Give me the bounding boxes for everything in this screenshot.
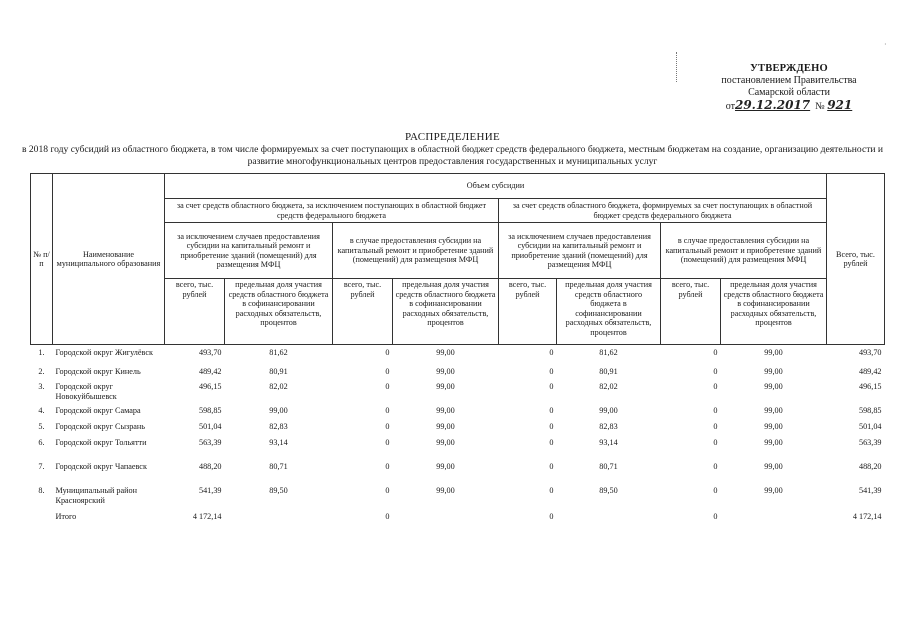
row-name: Городской округ Жигулёвск [55, 348, 153, 357]
header-share: предельная доля участия средств областного бюджета в софинансировании расходных обязательств, процентов [225, 279, 333, 345]
cell-a-repair-share: 99,00 [436, 421, 455, 431]
cell-b-repair-share: 99,00 [764, 366, 783, 376]
cell-a-repair-share: 99,00 [436, 405, 455, 415]
cell-a-share: 89,50 [269, 485, 288, 495]
document-heading: РАСПРЕДЕЛЕНИЕ [405, 131, 500, 143]
header-no: № п/п [31, 174, 53, 345]
row-name: Городской округ Кинель [55, 366, 141, 376]
cell-a-share: 82,02 [269, 381, 288, 391]
header-name: Наименование муниципального образования [53, 174, 165, 345]
cell-b-share: 82,83 [599, 421, 618, 431]
cell-b-repair-share: 99,00 [764, 421, 783, 431]
cell-a-repair-share: 99,00 [436, 381, 455, 391]
row-no: 3. [38, 381, 45, 391]
cell-a-repair-share: 99,00 [436, 348, 455, 357]
table-row [31, 367, 885, 382]
cell-total: 541,39 [858, 485, 882, 495]
cell-total: 501,04 [858, 421, 882, 431]
cell-b-repair-sum: 0 [713, 405, 718, 415]
cell-b-sum: 0 [549, 485, 554, 495]
cell-a-repair-sum: 0 [385, 348, 390, 357]
cell-a-repair-sum: 0 [385, 421, 390, 431]
cell-a-repair-sum: 0 [385, 366, 390, 376]
row-name: Муниципальный район Красноярский [55, 485, 137, 505]
cell-b-sum: 0 [549, 366, 554, 376]
approval-line2: Самарской области [748, 87, 830, 98]
cell-b-repair-share: 99,00 [764, 405, 783, 415]
header-a-except: за исключением случаев предоставления субсидии на капитальный ремонт и приобретение зданий (помещений) для размещения МФЦ [165, 223, 333, 279]
total-grand: 4 172,14 [852, 511, 882, 521]
subsidy-table [30, 173, 885, 528]
approval-line1: постановлением Правительства [721, 75, 857, 86]
cell-a-repair-sum: 0 [385, 437, 390, 447]
cell-b-repair-share: 99,00 [764, 381, 783, 391]
table-row [31, 345, 885, 367]
cell-b-sum: 0 [549, 381, 554, 391]
row-no: 1. [38, 348, 45, 357]
header-sum: всего, тыс. рублей [661, 279, 721, 345]
header-share: предельная доля участия средств областного бюджета в софинансировании расходных обязательств, процентов [393, 279, 499, 345]
cell-b-sum: 0 [549, 348, 554, 357]
approval-date: 29.12.2017 [734, 98, 811, 112]
row-name: Городской округ Тольятти [55, 437, 147, 447]
total-b-sum: 0 [549, 511, 554, 521]
cell-b-share: 99,00 [599, 405, 618, 415]
date-prefix: от [725, 101, 735, 112]
cell-b-repair-sum: 0 [713, 485, 718, 495]
cell-a-sum: 488,20 [198, 461, 222, 471]
cell-b-sum: 0 [549, 421, 554, 431]
cell-a-repair-sum: 0 [385, 381, 390, 391]
cell-a-share: 80,71 [269, 461, 288, 471]
cell-b-share: 81,62 [599, 348, 618, 357]
row-name: Городской округ Сызрань [55, 421, 146, 431]
cell-a-sum: 496,15 [198, 381, 222, 391]
cell-b-repair-sum: 0 [713, 381, 718, 391]
cell-b-repair-sum: 0 [713, 437, 718, 447]
cell-b-share: 80,71 [599, 461, 618, 471]
cell-total: 598,85 [858, 405, 882, 415]
table-row [31, 438, 885, 462]
table-row [31, 422, 885, 438]
cell-a-share: 81,62 [269, 348, 288, 357]
cell-total: 488,20 [858, 461, 882, 471]
cell-a-sum: 598,85 [198, 405, 222, 415]
header-group-a: за счет средств областного бюджета, за исключением поступающих в областной бюджет средств федерального бюджета [165, 199, 499, 223]
header-b-except: за исключением случаев предоставления субсидии на капитальный ремонт и приобретение зданий (помещений) для размещения МФЦ [499, 223, 661, 279]
cell-a-share: 80,91 [269, 366, 288, 376]
row-no: 7. [38, 461, 45, 471]
cell-b-share: 82,02 [599, 381, 618, 391]
number-prefix: № [815, 101, 825, 112]
row-no: 4. [38, 405, 45, 415]
cell-a-repair-sum: 0 [385, 461, 390, 471]
cell-total: 489,42 [858, 366, 882, 376]
document-subtitle: в 2018 году субсидий из областного бюджета, в том числе формируемых за счет поступающих в областной бюджет средств федерального бюджета, местным бюджетам на создание, организацию деятельности и развитие многофункциональных центров предоставления государственных и муниципальных услуг [21, 144, 884, 167]
header-group-b: за счет средств областного бюджета, формируемых за счет поступающих в областной бюджет средств федерального бюджета [499, 199, 827, 223]
cell-b-repair-share: 99,00 [764, 461, 783, 471]
cell-b-repair-share: 99,00 [764, 348, 783, 357]
cell-b-repair-share: 99,00 [764, 485, 783, 495]
header-b-repair: в случае предоставления субсидии на капитальный ремонт и приобретение зданий (помещений) для размещения МФЦ [661, 223, 827, 279]
total-a-repair-sum: 0 [385, 511, 390, 521]
header-sum: всего, тыс. рублей [165, 279, 225, 345]
cell-b-repair-sum: 0 [713, 421, 718, 431]
cell-a-repair-share: 99,00 [436, 437, 455, 447]
cell-b-sum: 0 [549, 405, 554, 415]
cell-a-repair-share: 99,00 [436, 366, 455, 376]
cell-b-repair-sum: 0 [713, 461, 718, 471]
cell-b-share: 89,50 [599, 485, 618, 495]
header-share: предельная доля участия средств областного бюджета в софинансировании расходных обязательств, процентов [557, 279, 661, 345]
table-row [31, 382, 885, 406]
cell-a-share: 82,83 [269, 421, 288, 431]
total-row [31, 512, 885, 528]
header-volume: Объем субсидии [165, 174, 827, 199]
cell-a-share: 93,14 [269, 437, 288, 447]
cell-total: 563,39 [858, 437, 882, 447]
row-name: Городской округ Чапаевск [55, 461, 147, 471]
cell-b-sum: 0 [549, 437, 554, 447]
cell-a-sum: 541,39 [198, 485, 222, 495]
cell-b-share: 93,14 [599, 437, 618, 447]
approval-block [704, 63, 874, 113]
approval-number: 921 [827, 98, 853, 112]
cell-a-repair-sum: 0 [385, 405, 390, 415]
row-name: Городской округ Новокуйбышевск [55, 381, 117, 401]
row-name: Городской округ Самара [55, 405, 141, 415]
margin-mark [676, 52, 681, 82]
table-row [31, 406, 885, 422]
approval-date-line [704, 99, 874, 113]
cell-b-share: 80,91 [599, 366, 618, 376]
cell-b-sum: 0 [549, 461, 554, 471]
row-no: 8. [38, 485, 45, 495]
cell-a-share: 99,00 [269, 405, 288, 415]
row-no: 5. [38, 421, 45, 431]
cell-a-sum: 489,42 [198, 366, 222, 376]
corner-mark: · [884, 40, 887, 49]
total-a-sum: 4 172,14 [192, 511, 222, 521]
total-b-repair-sum: 0 [713, 511, 718, 521]
cell-a-repair-share: 99,00 [436, 461, 455, 471]
table-row [31, 486, 885, 512]
header-sum: всего, тыс. рублей [499, 279, 557, 345]
cell-a-repair-share: 99,00 [436, 485, 455, 495]
row-no: 2. [38, 366, 45, 376]
row-no: 6. [38, 437, 45, 447]
cell-b-repair-sum: 0 [713, 348, 718, 357]
total-label: Итого [55, 511, 77, 521]
cell-total: 493,70 [858, 348, 882, 357]
cell-b-repair-sum: 0 [713, 366, 718, 376]
header-share: предельная доля участия средств областного бюджета в софинансировании расходных обязательств, процентов [721, 279, 827, 345]
header-a-repair: в случае предоставления субсидии на капитальный ремонт и приобретение зданий (помещений) для размещения МФЦ [333, 223, 499, 279]
table-row [31, 462, 885, 486]
cell-b-repair-share: 99,00 [764, 437, 783, 447]
cell-a-sum: 501,04 [198, 421, 222, 431]
cell-a-sum: 493,70 [198, 348, 222, 357]
header-total: Всего, тыс. рублей [827, 174, 885, 345]
header-sum: всего, тыс. рублей [333, 279, 393, 345]
cell-total: 496,15 [858, 381, 882, 391]
cell-a-repair-sum: 0 [385, 485, 390, 495]
cell-a-sum: 563,39 [198, 437, 222, 447]
approval-head: УТВЕРЖДЕНО [750, 63, 828, 74]
